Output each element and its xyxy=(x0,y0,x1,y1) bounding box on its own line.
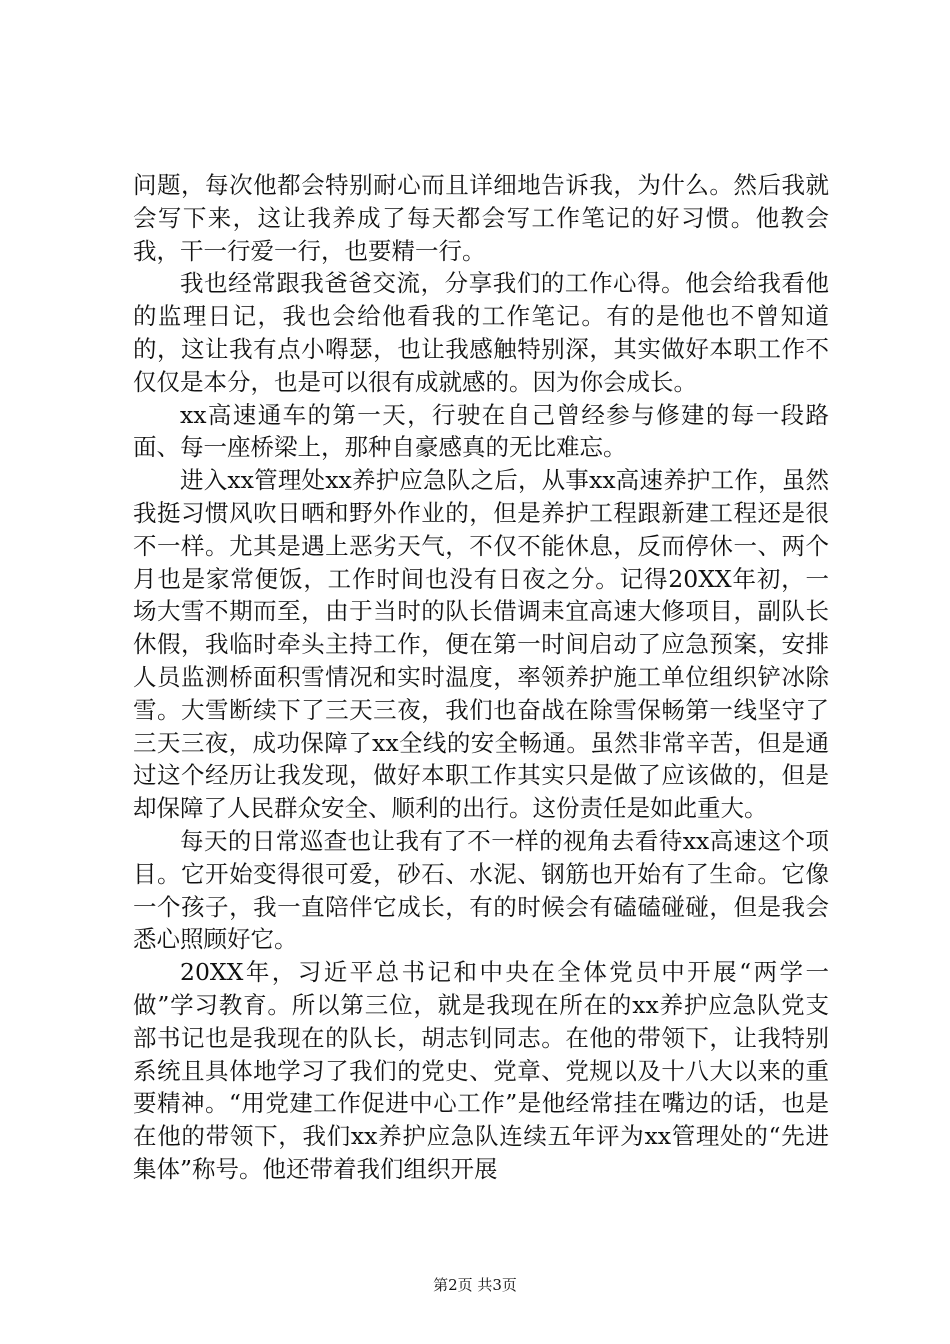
paragraph-4: 进入xx管理处xx养护应急队之后，从事xx高速养护工作，虽然我挺习惯风吹日晒和野外作业的，但是养护工程跟新建工程还是很不一样。尤其是遇上恶劣天气，不仅不能休息，反而停休一、两个月也是家常便饭，工作时间也没有日夜之分。记得20XX年初，一场大雪不期而至，由于当时的队长借调耒宜高速大修项目，副队长休假，我临时牵头主持工作，便在第一时间启动了应急预案，安排人员监测桥面积雪情况和实时温度，率领养护施工单位组织铲冰除雪。大雪断续下了三天三夜，我们也奋战在除雪保畅第一线坚守了三天三夜，成功保障了xx全线的安全畅通。虽然非常辛苦，但是通过这个经历让我发现，做好本职工作其实只是做了应该做的，但是却保障了人民群众安全、顺利的出行。这份责任是如此重大。 xyxy=(133,466,829,823)
paragraph-3: xx高速通车的第一天，行驶在自己曾经参与修建的每一段路面、每一座桥梁上，那种自豪感真的无比难忘。 xyxy=(133,400,829,462)
paragraph-2: 我也经常跟我爸爸交流，分享我们的工作心得。他会给我看他的监理日记，我也会给他看我的工作笔记。有的是他也不曾知道的，这让我有点小嘚瑟，也让我感触特别深，其实做好本职工作不仅仅是本分，也是可以很有成就感的。因为你会成长。 xyxy=(133,269,829,396)
document-body xyxy=(133,169,829,1186)
paragraph-6: 20XX年，习近平总书记和中央在全体党员中开展“两学一做”学习教育。所以第三位，就是我现在所在的xx养护应急队党支部书记也是我现在的队长，胡志钊同志。在他的带领下，让我特别系统且具体地学习了我们的党史、党章、党规以及十八大以来的重要精神。“用党建工作促进中心工作”是他经常挂在嘴边的话，也是在他的带领下，我们xx养护应急队连续五年评为xx管理处的“先进集体”称号。他还带着我们组织开展 xyxy=(133,958,829,1183)
paragraph-1: 问题，每次他都会特别耐心而且详细地告诉我，为什么。然后我就会写下来，这让我养成了每天都会写工作笔记的好习惯。他教会我，干一行爱一行，也要精一行。 xyxy=(133,171,829,265)
paragraph-5: 每天的日常巡查也让我有了不一样的视角去看待xx高速这个项目。它开始变得很可爱，砂石、水泥、钢筋也开始有了生命。它像一个孩子，我一直陪伴它成长，有的时候会有磕磕碰碰，但是我会悉心照顾好它。 xyxy=(133,826,829,954)
page-footer: 第2页 共3页 xyxy=(433,1276,517,1294)
